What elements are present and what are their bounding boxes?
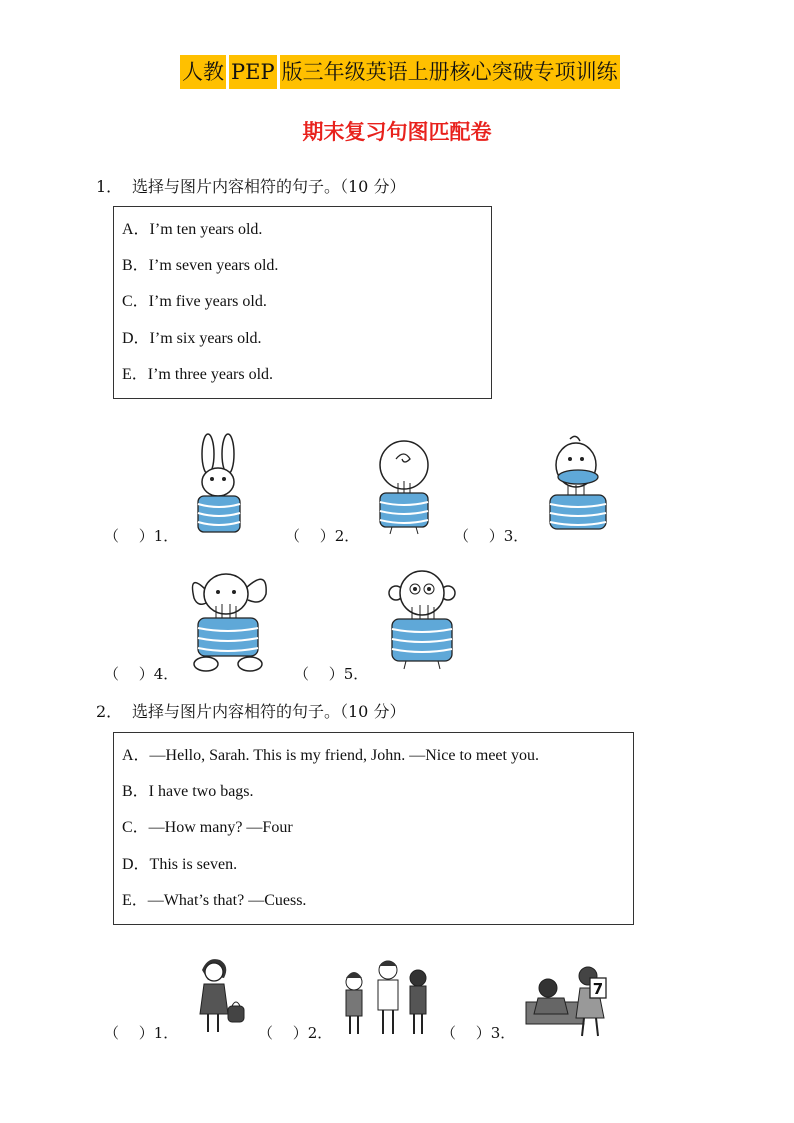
answer-blank-3[interactable]: （ ）3． [441, 1024, 516, 1042]
option-b: B．I’m seven years old. [122, 257, 279, 274]
question-2-title [96, 699, 405, 722]
monkey-cake-picture [382, 567, 462, 671]
header-segment: 人教 [180, 55, 226, 89]
answer-blank-2[interactable]: （ ）2． [285, 527, 360, 545]
question-number: 1． [96, 177, 123, 196]
number-card-text: 7 [592, 980, 604, 998]
page-header [180, 55, 620, 89]
question-1-title [96, 174, 405, 197]
option-c: C．I’m five years old. [122, 293, 267, 310]
option-b: B．I have two bags. [122, 783, 254, 800]
three-children-picture [338, 956, 434, 1038]
option-d: D．I’m six years old. [122, 330, 262, 347]
dog-cake-picture [186, 562, 272, 674]
answer-blank-3[interactable]: （ ）3． [454, 527, 529, 545]
option-e: E．I’m three years old. [122, 366, 274, 383]
header-segment: 版三年级英语上册核心突破专项训练 [280, 55, 620, 89]
options-box-2 [113, 732, 634, 925]
option-a: A．I’m ten years old. [122, 221, 263, 238]
answer-blank-4[interactable]: （ ）4． [104, 665, 179, 683]
option-e: E．—What’s that? —Cuess. [122, 892, 307, 909]
answer-blank-2[interactable]: （ ）2． [258, 1024, 333, 1042]
options-box-1 [113, 206, 492, 399]
option-d: D．This is seven. [122, 856, 238, 873]
question-number: 2． [96, 702, 123, 721]
page-title: 期末复习句图匹配卷 [302, 120, 492, 144]
pig-cake-picture [372, 437, 436, 535]
answer-blank-5[interactable]: （ ）5． [294, 665, 369, 683]
option-c: C．—How many? —Four [122, 819, 293, 836]
girl-with-bags-picture [190, 956, 254, 1036]
number-card-picture [524, 962, 616, 1038]
answer-blank-1[interactable]: （ ）1． [104, 1024, 179, 1042]
rabbit-cake-picture [186, 432, 256, 534]
header-segment: PEP [229, 55, 277, 89]
option-a: A．—Hello, Sarah. This is my friend, John. —Nice to meet you. [122, 747, 539, 764]
answer-blank-1[interactable]: （ ）1． [104, 527, 179, 545]
duck-cake-picture [542, 433, 612, 533]
question-instruction: 选择与图片内容相符的句子。（10 分） [132, 702, 406, 721]
question-instruction: 选择与图片内容相符的句子。（10 分） [132, 177, 406, 196]
